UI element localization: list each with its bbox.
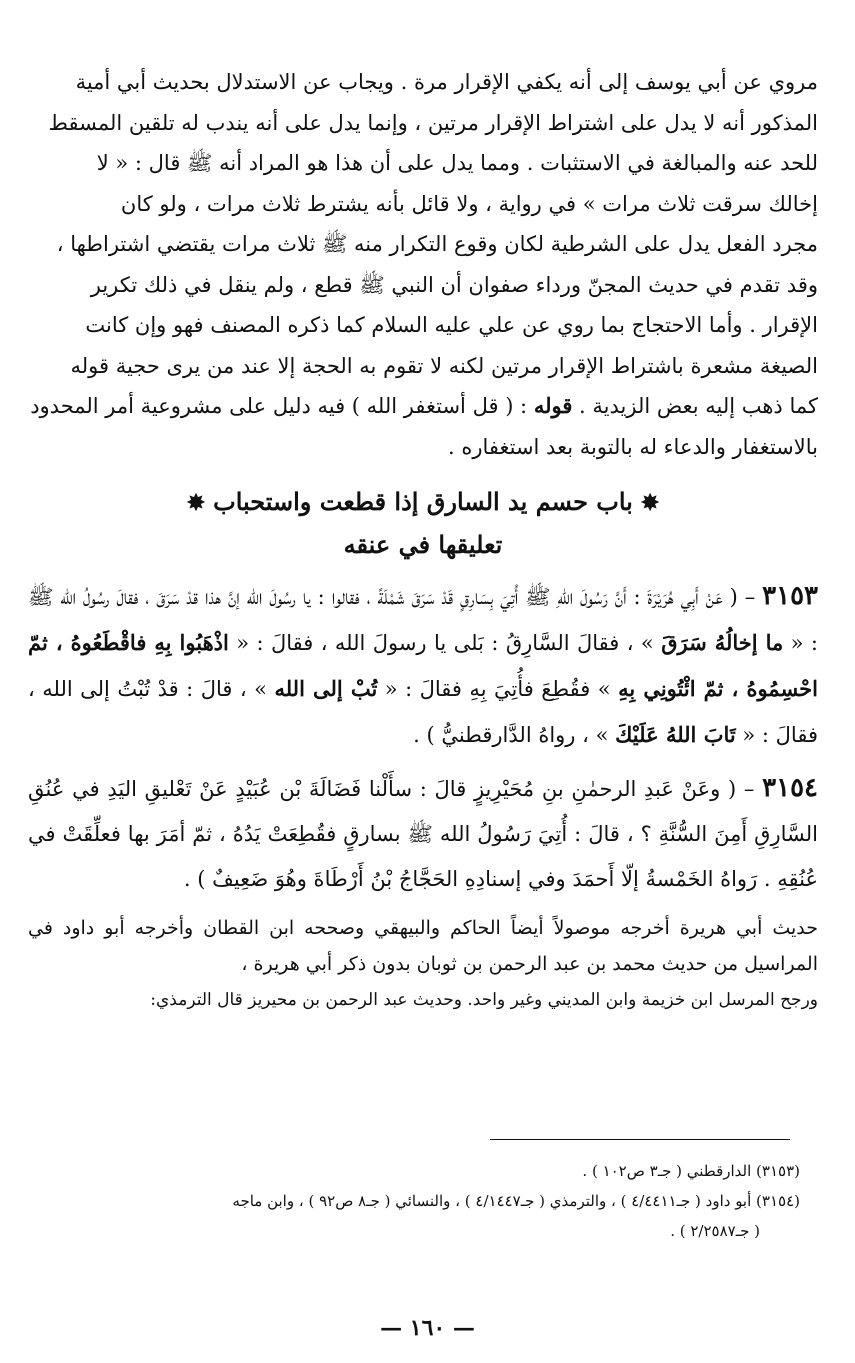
chapter-title-line-1 [28,481,818,524]
qawluh-keyword: قوله [533,393,573,418]
commentary-last-line: ورجح المرسل ابن خزيمة وابن المديني وغير واحد. وحديث عبد الرحمن بن محيريز قال الترمذي: [150,990,818,1010]
hadith-quote: ما إخالُهُ سَرَقَ [661,630,784,655]
footnotes [30,1156,800,1246]
commentary [28,910,818,1018]
hadith-3153 [28,574,818,758]
text-line: بالاستغفار والدعاء له بالتوبة بعد استغفاره . [447,434,818,459]
intro-paragraph [28,62,818,467]
chapter-heading [28,481,818,566]
text-line: الإقرار . وأما الاحتجاج بما روي عن علي عليه السلام كما ذكره المصنف فهو وإن كانت [85,313,818,337]
hadith-3154 [28,766,818,902]
hadith-text: – ( عَنْ أَبِي هُرَيْرَةَ : أَنَّ رَسُولَ اللهِ ﷺ أُتِيَ بِسَارِقٍ قَدْ سَرَقَ شَمْلَةً ، فقالوا : يا رسُولَ الله إنَّ هذا قدْ سَرَقَ ، فقالَ رسُولُ الله ﷺ : « [28,585,818,655]
hadith-text: » فقُطِعَ فأُتِيَ بِهِ فقالَ : « [377,677,619,701]
hadith-text: » ، رواهُ الدَّارقطنيُّ ) . [413,723,616,747]
page-body [28,62,818,1018]
hadith-quote: تَابَ اللهُ عَلَيْكَ [615,722,736,747]
footnote-divider [490,1139,790,1140]
text-line: الصيغة مشعرة باشتراط الإقرار مرتين لكنه لا تقوم به الحجة إلا عند من يرى حجية قوله [70,353,818,378]
text-line: مروي عن أبي يوسف إلى أنه يكفي الإقرار مرة . ويجاب عن الاستدلال بحديث أبي أمية [75,70,818,94]
text-line: للحد عنه والمبالغة في الاستثبات . ومما يدل على أن هذا هو المراد أنه ﷺ قال : « لا [96,151,818,175]
text-line: وقد تقدم في حديث المجنّ ورداء صفوان أن النبي ﷺ قطع ، ولم ينقل في ذلك تكرير [90,272,818,297]
hadith-text: » ، فقالَ السَّارِقُ : بَلى يا رسولَ الله ، فقالَ : « [228,631,662,655]
hadith-text: » ، قالَ : قدْ تُبْتُ إلى الله ، فقالَ : « [28,677,818,747]
text-line: إخالك سرقت ثلاث مرات » في رواية ، ولا قائل بأنه يشترط ثلاث مرات ، ولو كان [120,191,818,216]
star-ornament-icon: ✸ [186,490,206,516]
text-line [28,386,818,427]
page-number: — ١٦٠ — [380,1315,475,1341]
hadith-quote: تُبْ إلى الله [274,676,378,701]
hadith-number: ٣١٥٣ [762,581,818,611]
star-ornament-icon: ✸ [640,490,660,516]
chapter-title-line-2: تعليقها في عنقه [343,530,503,559]
footnote-3154-continued: ( جـ٢/٢٥٨٧ ) . [670,1222,760,1240]
text-line: مجرد الفعل يدل على الشرطية لكان وقوع التكرار منه ﷺ ثلاث مرات يقتضي اشتراطها ، [56,232,818,256]
commentary-text: حديث أبي هريرة أخرجه موصولاً أيضاً الحاكم والبيهقي وصححه ابن القطان وأخرجه أبو داود في المراسيل من حديث محمد بن عبد الرحمن بن ثوبان بدون ذكر أبي هريرة ، [28,917,818,975]
text-line: المذكور أنه لا يدل على اشتراط الإقرار مرتين ، وإنما يدل على أنه يندب له تلقين المسقط [48,110,818,135]
chapter-title-text: باب حسم يد السارق إذا قطعت واستحباب [213,487,633,516]
footnote-3153: (٣١٥٣) الدارقطني ( جـ٣ ص١٠٢ ) . [582,1162,800,1180]
hadith-number: ٣١٥٤ [762,773,818,803]
footnote-3154: (٣١٥٤) أبو داود ( جـ٤/٤٤١١ ) ، والترمذي ( جـ٤/١٤٤٧ ) ، والنسائي ( جـ٨ ص٩٢ ) ، وابن ماجه [232,1192,800,1210]
text-segment: كما ذهب إليه بعض الزيدية . [572,394,818,418]
text-segment: : ( قل أستغفر الله ) فيه دليل على مشروعية أمر المحدود [30,394,534,418]
hadith-text: – ( وعَنْ عَبدِ الرحمٰنِ بنِ مُحَيْرِيزٍ قالَ : سأَلْنا فَضَالَةَ بْن عُبَيْدٍ عَنْ تَعْليقِ اليَدِ في عُنُقِ السَّارِقِ أَمِنَ السُّنَّةِ ؟ ، قالَ : أُتِيَ رَسُولُ الله ﷺ بسارقٍ فقُطِعَتْ يَدُهُ ، ثمّ أمَرَ بها فعلِّقَتْ في عُنُقِهِ . رَواهُ الخَمْسةُ إلّا أَحمَدَ وفي إسنادِهِ الحَجَّاجُ بْنُ أَرْطَاةَ وهُوَ ضَعِيفٌ ) . [28,777,818,891]
hadith-quote: اذْهَبُوا بِهِ فاقْطَعُوهُ ، ثمّ احْسِمُوهُ ، ثمّ ائْتُونِي بِهِ [28,630,819,701]
